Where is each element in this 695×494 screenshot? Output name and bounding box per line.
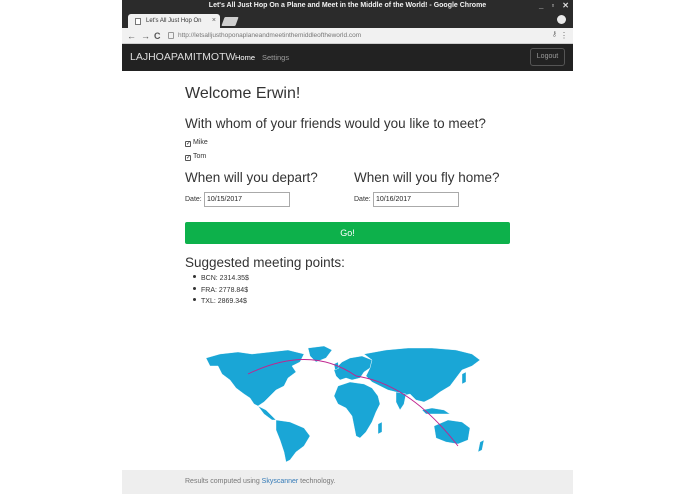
maximize-icon[interactable]: ▫ — [551, 1, 555, 10]
list-item: FRA: 2778.84$ — [193, 285, 249, 297]
point-price: 2314.35$ — [219, 275, 249, 282]
close-window-icon[interactable]: ✕ — [562, 1, 569, 10]
profile-avatar-icon[interactable] — [557, 15, 566, 24]
window-titlebar — [122, 0, 573, 12]
point-price: 2869.34$ — [217, 298, 247, 305]
depart-heading: When will you depart? — [185, 170, 318, 185]
key-icon[interactable]: ⚷ — [551, 31, 557, 38]
meeting-points-list — [193, 273, 249, 308]
point-price: 2778.84$ — [218, 286, 249, 294]
list-item: TXL: 2869.34$ — [193, 296, 249, 308]
suggestions-heading: Suggested meeting points: — [185, 255, 345, 270]
window-title: Let's All Just Hop On a Plane and Meet in the Middle of the World! - Google Chrome — [208, 2, 487, 9]
north-america — [206, 350, 304, 406]
friend-checkbox[interactable]: ✓ — [186, 155, 192, 161]
footer-text — [185, 470, 335, 494]
site-navbar — [122, 44, 573, 71]
world-map — [200, 344, 490, 464]
friend-name: Tom — [193, 153, 207, 160]
welcome-heading: Welcome Erwin! — [185, 85, 301, 102]
nav-settings-link[interactable]: Settings — [262, 53, 290, 62]
tab-label: Let's All Just Hop On — [146, 18, 202, 24]
return-heading: When will you fly home? — [354, 170, 500, 185]
friend-checkbox[interactable]: ✓ — [186, 141, 192, 147]
madagascar — [378, 422, 382, 434]
return-date-label: Date: — [354, 196, 371, 203]
central-america — [258, 406, 276, 420]
back-icon[interactable]: ← — [127, 31, 136, 41]
address-bar[interactable] — [166, 30, 556, 42]
return-date-input[interactable]: 10/16/2017 — [373, 192, 459, 207]
window-controls — [539, 0, 569, 12]
go-button[interactable]: Go! — [185, 222, 510, 244]
depart-date-input[interactable]: 10/15/2017 — [204, 192, 290, 207]
point-code: TXL — [201, 298, 214, 305]
nav-home-link[interactable]: Home — [235, 53, 256, 62]
browser-toolbar — [122, 28, 573, 44]
friend-option[interactable] — [185, 153, 206, 161]
logout-button[interactable]: Logout — [530, 48, 565, 66]
map-land — [206, 346, 484, 462]
japan — [462, 372, 466, 384]
south-america — [276, 420, 310, 462]
tab-strip — [122, 12, 573, 28]
point-code: BCN — [201, 275, 216, 282]
friend-option[interactable] — [185, 139, 208, 147]
forward-icon[interactable]: → — [141, 31, 150, 41]
footer-suffix: technology. — [298, 478, 336, 485]
close-tab-icon[interactable]: × — [211, 17, 216, 24]
new-tab-button[interactable] — [221, 17, 238, 26]
page — [122, 44, 573, 494]
page-footer — [122, 470, 573, 494]
africa — [334, 382, 380, 438]
skyscanner-link[interactable]: Skyscanner — [261, 478, 299, 485]
page-favicon-icon — [135, 18, 141, 25]
friends-question: With whom of your friends would you like to meet? — [185, 116, 486, 131]
site-brand[interactable]: LAJHOAPAMITMOTW — [130, 51, 236, 63]
browser-tab[interactable] — [128, 14, 220, 28]
reload-icon[interactable]: C — [154, 31, 161, 41]
minimize-icon[interactable]: _ — [539, 1, 544, 10]
footer-prefix: Results computed using — [185, 478, 262, 485]
new-zealand — [478, 440, 484, 452]
url-text: http://letsalljusthoponaplaneandmeetinthemiddleoftheworld.com — [178, 32, 362, 39]
list-item: BCN: 2314.35$ — [193, 273, 249, 285]
page-info-icon[interactable] — [168, 32, 174, 39]
chrome-menu-icon[interactable]: ⋮ — [560, 31, 568, 40]
depart-date-label: Date: — [185, 196, 202, 203]
friend-name: Mike — [193, 139, 208, 146]
point-code: FRA — [201, 286, 215, 294]
